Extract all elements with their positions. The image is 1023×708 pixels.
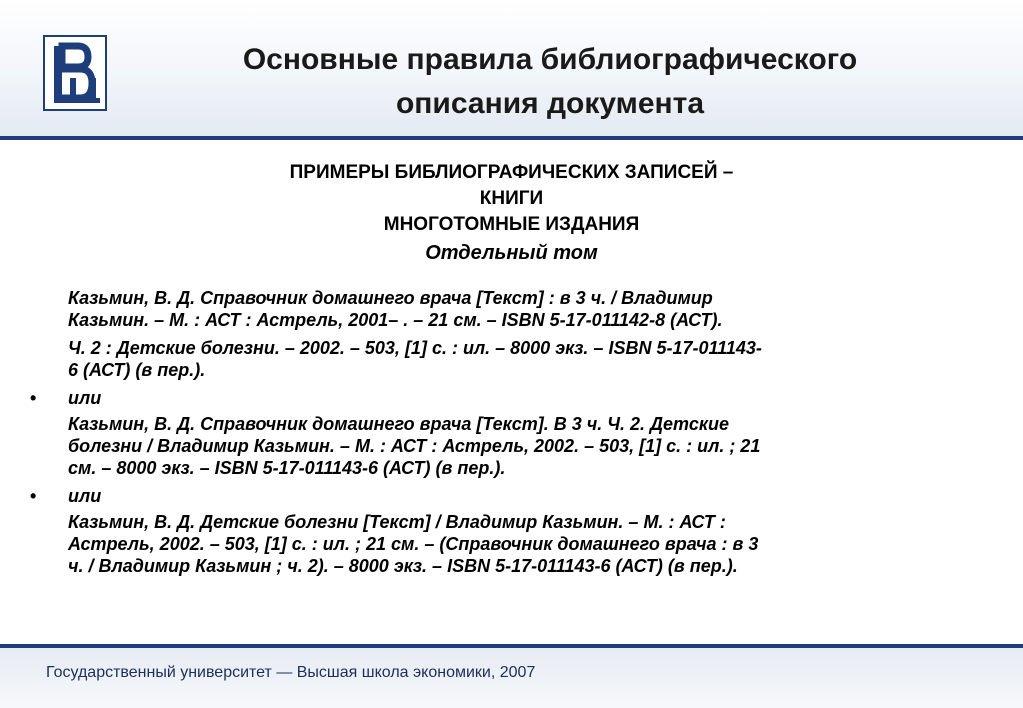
- entry-3-line-3: см. – 8000 экз. – ISBN 5-17-011143-6 (АСТ) (в пер.).: [68, 458, 506, 478]
- entry-2-line-2: 6 (АСТ) (в пер.).: [68, 360, 206, 380]
- heading-books: КНИГИ: [479, 188, 544, 209]
- entry-3: [30, 413, 990, 479]
- bullet-or-2: [30, 485, 990, 507]
- heading-examples: ПРИМЕРЫ БИБЛИОГРАФИЧЕСКИХ ЗАПИСЕЙ –: [289, 162, 734, 183]
- entries-body: [30, 287, 990, 583]
- title-line-2: описания документа: [395, 87, 705, 120]
- section-headings: [0, 160, 1023, 266]
- footer-text: Государственный университет — Высшая школа экономики, 2007: [46, 664, 536, 681]
- slide-title: [120, 38, 980, 126]
- or-label-2: или: [68, 486, 102, 506]
- entry-3-line-2: болезни / Владимир Казьмин. – М. : АСТ : Астрель, 2002. – 503, [1] с. : ил. ; 21: [68, 436, 761, 456]
- or-label-1: или: [68, 388, 102, 408]
- bullet-icon: •: [30, 388, 37, 408]
- entry-2: [30, 337, 990, 381]
- entry-4-line-3: ч. / Владимир Казьмин ; ч. 2). – 8000 экз. – ISBN 5-17-011143-6 (АСТ) (в пер.).: [68, 556, 738, 576]
- hse-logo-icon: [40, 32, 110, 114]
- heading-multivolume: МНОГОТОМНЫЕ ИЗДАНИЯ: [383, 214, 640, 235]
- title-line-1: Основные правила библиографического: [242, 43, 858, 76]
- header-divider: [0, 136, 1023, 140]
- footer-divider: [0, 644, 1023, 648]
- entry-1: [30, 287, 990, 331]
- entry-4-line-2: Астрель, 2002. – 503, [1] с. : ил. ; 21 см. – (Справочник домашнего врача : в 3: [68, 534, 759, 554]
- entry-3-line-1: Казьмин, В. Д. Справочник домашнего врача [Текст]. В 3 ч. Ч. 2. Детские: [68, 414, 729, 434]
- entry-1-line-2: Казьмин. – М. : АСТ : Астрель, 2001– . – 21 см. – ISBN 5-17-011142-8 (АСТ).: [68, 310, 723, 330]
- heading-single-volume: Отдельный том: [425, 242, 598, 264]
- bullet-icon: •: [30, 486, 37, 506]
- entry-2-line-1: Ч. 2 : Детские болезни. – 2002. – 503, [1] с. : ил. – 8000 экз. – ISBN 5-17-011143-: [68, 338, 762, 358]
- entry-1-line-1: Казьмин, В. Д. Справочник домашнего врача [Текст] : в 3 ч. / Владимир: [68, 288, 713, 308]
- entry-4-line-1: Казьмин, В. Д. Детские болезни [Текст] / Владимир Казьмин. – М. : АСТ :: [68, 512, 726, 532]
- entry-4: [30, 511, 990, 577]
- bullet-or-1: [30, 387, 990, 409]
